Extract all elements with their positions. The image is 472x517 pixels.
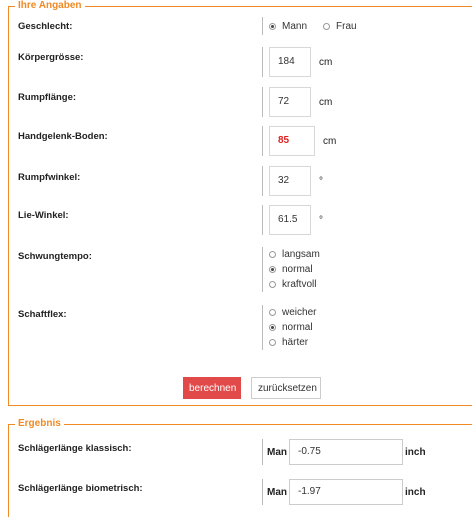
rumpfwinkel-label: Rumpfwinkel: bbox=[18, 172, 81, 183]
radio-selected-icon[interactable] bbox=[269, 324, 276, 331]
liewinkel-label: Lie-Winkel: bbox=[18, 210, 69, 221]
rumpfwinkel-input[interactable]: 32 bbox=[269, 166, 311, 196]
rumpflaenge-unit: cm bbox=[319, 96, 333, 108]
klassisch-control bbox=[262, 439, 426, 465]
radio-icon[interactable] bbox=[269, 251, 276, 258]
zuruecksetzen-button[interactable]: zurücksetzen bbox=[251, 377, 321, 399]
klassisch-label: Schlägerlänge klassisch: bbox=[18, 443, 132, 454]
koerpergroesse-input[interactable]: 184 bbox=[269, 47, 311, 77]
koerpergroesse-label: Körpergrösse: bbox=[18, 52, 84, 63]
geschlecht-label: Geschlecht: bbox=[18, 21, 73, 32]
geschlecht-option-frau[interactable]: Frau bbox=[323, 19, 357, 34]
rumpfwinkel-control bbox=[262, 166, 323, 196]
koerpergroesse-control bbox=[262, 47, 332, 77]
biometrisch-label: Schlägerlänge biometrisch: bbox=[18, 483, 143, 494]
radio-icon[interactable] bbox=[323, 23, 330, 30]
schwungtempo-option-kraftvoll[interactable]: kraftvoll bbox=[269, 277, 320, 292]
ergebnis-fieldset bbox=[8, 418, 472, 517]
geschlecht-option-mann[interactable]: Mann bbox=[269, 19, 307, 34]
ergebnis-legend: Ergebnis bbox=[15, 418, 64, 430]
klassisch-prefix: Man bbox=[267, 446, 287, 458]
schwungtempo-label: Schwungtempo: bbox=[18, 251, 92, 262]
handgelenk-control bbox=[262, 126, 336, 156]
berechnen-button[interactable]: berechnen bbox=[183, 377, 241, 399]
radio-selected-icon[interactable] bbox=[269, 23, 276, 30]
radio-selected-icon[interactable] bbox=[269, 266, 276, 273]
handgelenk-unit: cm bbox=[323, 135, 337, 147]
biometrisch-control bbox=[262, 479, 426, 505]
schaftflex-option-normal[interactable]: normal bbox=[269, 320, 316, 335]
rumpflaenge-control bbox=[262, 87, 332, 117]
liewinkel-control bbox=[262, 205, 323, 235]
rumpflaenge-input[interactable]: 72 bbox=[269, 87, 311, 117]
radio-icon[interactable] bbox=[269, 281, 276, 288]
angaben-fieldset bbox=[8, 0, 472, 406]
schwungtempo-option-langsam[interactable]: langsam bbox=[269, 247, 320, 262]
liewinkel-unit: ° bbox=[319, 214, 323, 226]
liewinkel-input[interactable]: 61.5 bbox=[269, 205, 311, 235]
rumpfwinkel-unit: ° bbox=[319, 175, 323, 187]
handgelenk-input[interactable]: 85 bbox=[269, 126, 315, 156]
angaben-legend: Ihre Angaben bbox=[15, 0, 85, 12]
schaftflex-option-haerter[interactable]: härter bbox=[269, 335, 316, 350]
geschlecht-radio-group bbox=[262, 17, 357, 35]
radio-icon[interactable] bbox=[269, 339, 276, 346]
klassisch-unit: inch bbox=[405, 446, 426, 458]
schaftflex-radio-group bbox=[262, 305, 316, 350]
handgelenk-label: Handgelenk-Boden: bbox=[18, 131, 108, 142]
biometrisch-output[interactable]: -1.97 bbox=[289, 479, 403, 505]
rumpflaenge-label: Rumpflänge: bbox=[18, 92, 77, 103]
schaftflex-option-weicher[interactable]: weicher bbox=[269, 305, 316, 320]
klassisch-output[interactable]: -0.75 bbox=[289, 439, 403, 465]
schwungtempo-radio-group bbox=[262, 247, 320, 292]
koerpergroesse-unit: cm bbox=[319, 56, 333, 68]
biometrisch-prefix: Man bbox=[267, 486, 287, 498]
biometrisch-unit: inch bbox=[405, 486, 426, 498]
schwungtempo-option-normal[interactable]: normal bbox=[269, 262, 320, 277]
schaftflex-label: Schaftflex: bbox=[18, 309, 67, 320]
radio-icon[interactable] bbox=[269, 309, 276, 316]
